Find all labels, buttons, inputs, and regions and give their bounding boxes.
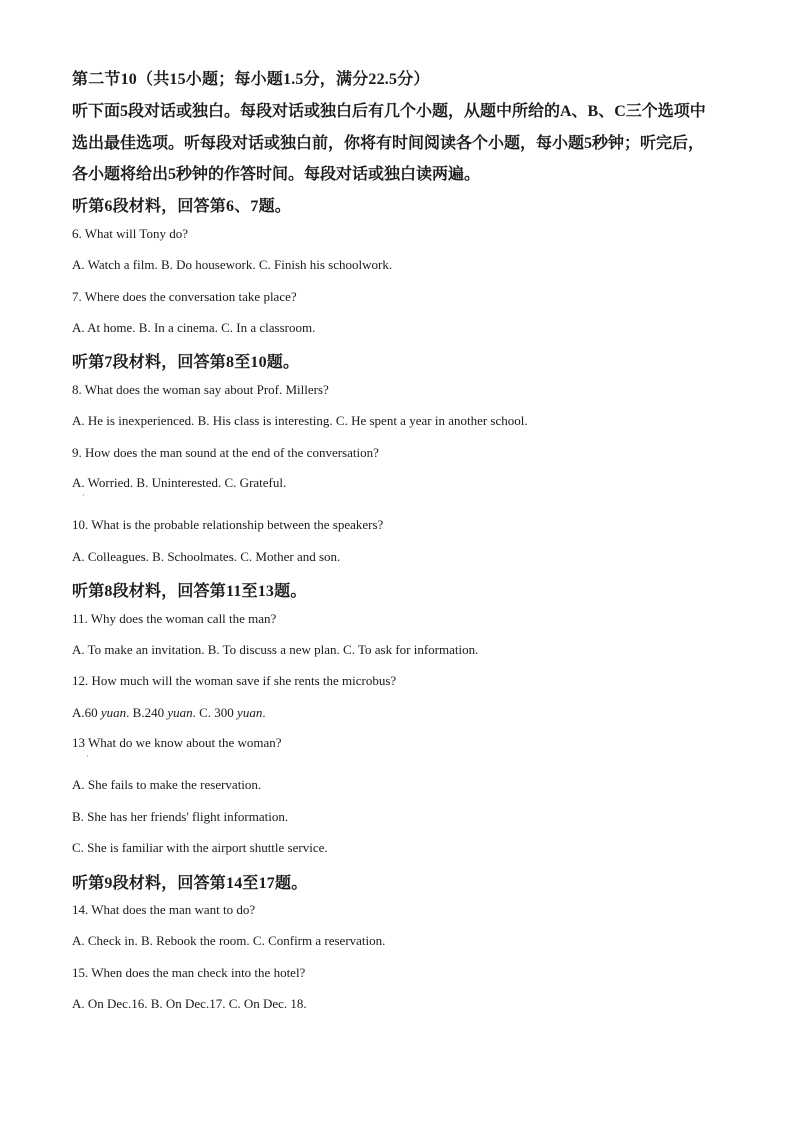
question-7: 7. Where does the conversation take place? bbox=[72, 289, 297, 304]
intro-line-1: 听下面5段对话或独白。每段对话或独白后有几个小题，从题中所给的A、B、C三个选项中 bbox=[72, 103, 706, 120]
question-12-options: A.60 yuan. B.240 yuan. C. 300 yuan. bbox=[72, 705, 266, 720]
question-10-options: A. Colleagues. B. Schoolmates. C. Mother and son. bbox=[72, 549, 341, 564]
segment-9-heading: 听第9段材料，回答第14至17题。 bbox=[72, 875, 308, 892]
question-11: 11. Why does the woman call the man? bbox=[72, 611, 277, 626]
question-10: 10. What is the probable relationship between the speakers? bbox=[72, 517, 384, 532]
question-9: 9. How does the man sound at the end of the conversation? bbox=[72, 445, 379, 460]
question-8-options: A. He is inexperienced. B. His class is interesting. C. He spent a year in another school. bbox=[72, 413, 528, 428]
yuan-c: yuan bbox=[237, 705, 263, 720]
question-12: 12. How much will the woman save if she rents the microbus? bbox=[72, 673, 397, 688]
q12-option-c: C. 300 bbox=[195, 705, 238, 720]
question-11-options: A. To make an invitation. B. To discuss a new plan. C. To ask for information. bbox=[72, 642, 479, 657]
question-13-option-a: A. She fails to make the reservation. bbox=[72, 777, 262, 792]
question-15: 15. When does the man check into the hotel? bbox=[72, 965, 306, 980]
question-13: 13 What do we know about the woman? bbox=[72, 735, 282, 750]
question-13-option-c: C. She is familiar with the airport shuttle service. bbox=[72, 840, 328, 855]
stray-mark-2: · bbox=[86, 752, 89, 761]
intro-line-2: 选出最佳选项。听每段对话或独白前，你将有时间阅读各个小题，每小题5秒钟；听完后， bbox=[72, 135, 705, 152]
question-6: 6. What will Tony do? bbox=[72, 226, 188, 241]
question-7-options: A. At home. B. In a cinema. C. In a classroom. bbox=[72, 320, 316, 335]
question-13-option-b: B. She has her friends' flight information. bbox=[72, 809, 289, 824]
segment-6-heading: 听第6段材料，回答第6、7题。 bbox=[72, 198, 292, 215]
segment-8-heading: 听第8段材料，回答第11至13题。 bbox=[72, 583, 307, 600]
question-8: 8. What does the woman say about Prof. Millers? bbox=[72, 382, 329, 397]
question-9-options: A. Worried. B. Uninterested. C. Grateful. bbox=[72, 475, 287, 490]
segment-7-heading: 听第7段材料，回答第8至10题。 bbox=[72, 354, 300, 371]
stray-mark: · bbox=[82, 491, 85, 500]
question-6-options: A. Watch a film. B. Do housework. C. Finish his schoolwork. bbox=[72, 257, 393, 272]
q12-option-a: A.60 bbox=[72, 705, 101, 720]
question-14: 14. What does the man want to do? bbox=[72, 902, 256, 917]
question-14-options: A. Check in. B. Rebook the room. C. Confirm a reservation. bbox=[72, 933, 386, 948]
yuan-b: yuan bbox=[167, 705, 193, 720]
yuan-a: yuan bbox=[100, 705, 127, 720]
q12-option-b: B.240 bbox=[129, 705, 168, 720]
section-title: 第二节10（共15小题；每小题1.5分，满分22.5分） bbox=[72, 71, 430, 88]
intro-line-3: 各小题将给出5秒钟的作答时间。每段对话或独白读两遍。 bbox=[72, 166, 481, 183]
question-15-options: A. On Dec.16. B. On Dec.17. C. On Dec. 18. bbox=[72, 996, 307, 1011]
